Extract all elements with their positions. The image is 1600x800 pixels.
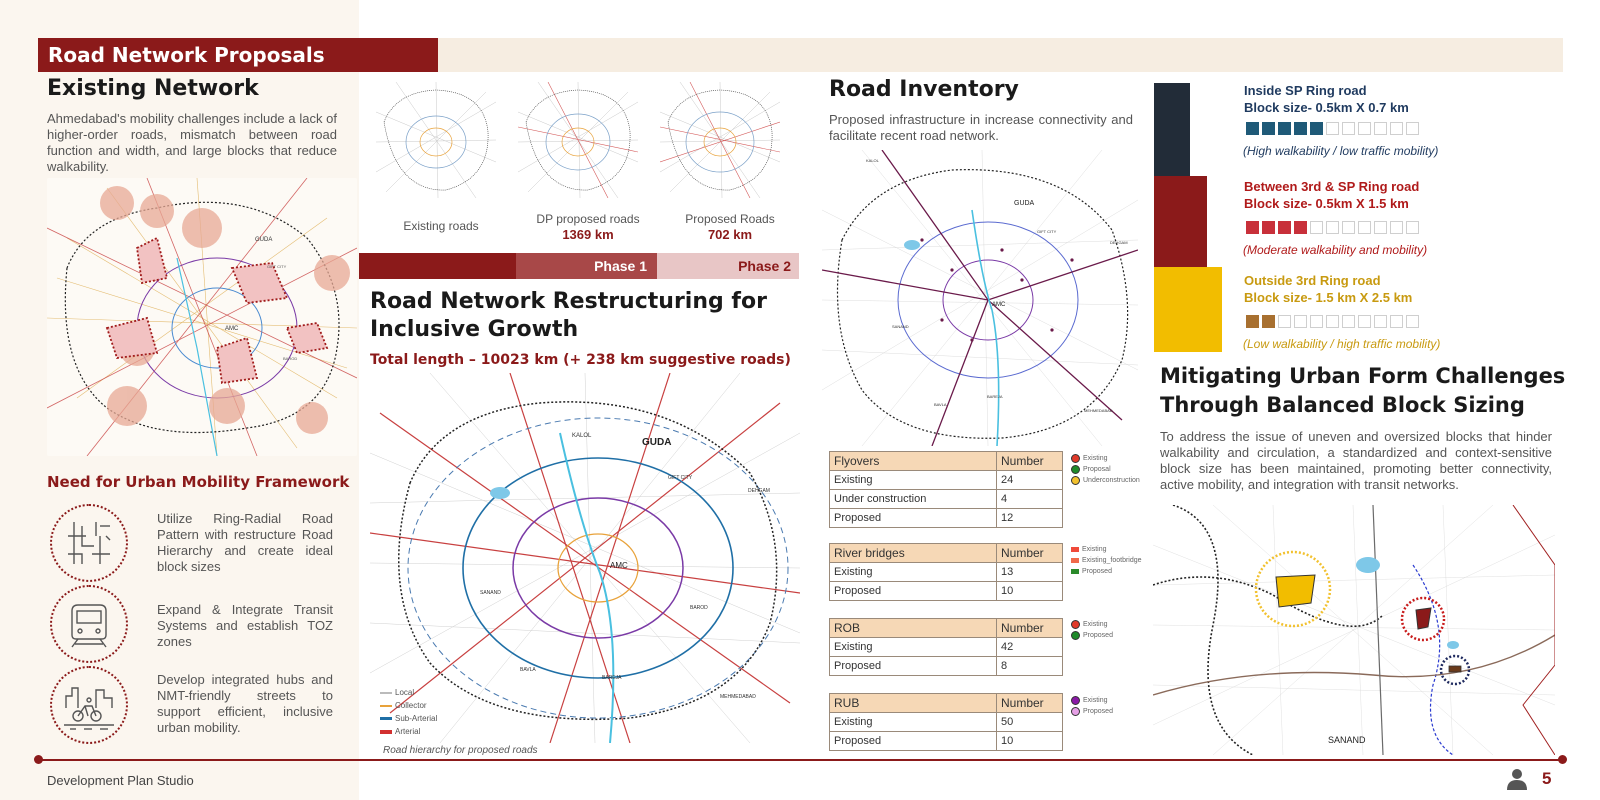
inv-map-label-gift: GIFT CITY — [1037, 229, 1057, 234]
existing-map-label-gift: GIFT CITY — [267, 264, 287, 269]
restructuring-title-line2: Inclusive Growth — [370, 317, 579, 342]
mitigating-title-line1: Mitigating Urban Form Challenges — [1160, 364, 1566, 388]
existing-map-label-guda: GUDA — [255, 237, 273, 243]
legend-collector — [380, 699, 437, 712]
block-indicator-square — [1310, 315, 1323, 328]
block-inside-heading — [1244, 82, 1409, 116]
bridges-row-1-value: 13 — [997, 563, 1063, 582]
flyovers-row-1-value: 24 — [997, 471, 1063, 490]
framework-icon-1-ring — [50, 504, 128, 582]
bridges-table — [829, 543, 1063, 601]
inv-map-label-dehgam: DEHGAM — [1110, 240, 1128, 245]
phase-bar-existing — [359, 253, 516, 279]
legend-collector-label: Collector — [395, 701, 427, 710]
block-between-note: (Moderate walkability and mobility) — [1243, 243, 1428, 257]
rub-legend-existing: Existing — [1083, 697, 1108, 704]
framework-text-3: Develop integrated hubs and NMT-friendly streets to support efficient, inclusive urban mobility. — [157, 672, 333, 735]
rub-head: RUB — [830, 694, 997, 713]
block-indicator-square — [1390, 221, 1403, 234]
framework-title: Need for Urban Mobility Framework — [47, 473, 350, 491]
hier-map-label-sanand: SANAND — [480, 590, 501, 596]
flyovers-row-2-label: Under construction — [830, 490, 997, 509]
hier-map-label-guda: GUDA — [642, 437, 672, 448]
block-outside-note: (Low walkability / high traffic mobility) — [1243, 337, 1441, 351]
user-icon — [1506, 768, 1528, 790]
flyovers-legend-uc: Underconstruction — [1083, 477, 1140, 484]
mitigating-title — [1160, 362, 1565, 420]
framework-text-2: Expand & Integrate Transit Systems and establish TOZ zones — [157, 602, 333, 649]
flyovers-legend-proposal-dot — [1071, 465, 1080, 474]
block-indicator-square — [1310, 221, 1323, 234]
rob-table-wrap — [829, 618, 1063, 676]
block-bar-between — [1154, 176, 1207, 267]
rub-legend — [1071, 695, 1113, 717]
flyovers-legend-uc-dot — [1071, 476, 1080, 485]
block-indicator-square — [1358, 315, 1371, 328]
flyovers-legend-existing: Existing — [1083, 455, 1108, 462]
block-between-indicator — [1246, 221, 1422, 239]
bridges-legend-proposed: Proposed — [1082, 568, 1112, 575]
legend-collector-swatch — [380, 705, 392, 707]
framework-text-1: Utilize Ring-Radial Road Pattern with restructure Road Hierarchy and create ideal block sizes — [157, 511, 333, 574]
hier-map-label-kalol: KALOL — [572, 433, 592, 439]
block-bar-inside — [1154, 83, 1190, 176]
block-inside-note: (High walkability / low traffic mobility) — [1243, 144, 1439, 158]
page-number: 5 — [1542, 769, 1552, 788]
legend-sub-arterial-label: Sub-Arterial — [395, 714, 438, 723]
rob-head: ROB — [830, 619, 997, 638]
bridges-legend-footbridge: Existing_footbridge — [1082, 557, 1142, 564]
block-indicator-square — [1278, 315, 1291, 328]
block-indicator-square — [1262, 221, 1275, 234]
rob-legend-existing-dot — [1071, 620, 1080, 629]
flyovers-legend-proposal: Proposal — [1083, 466, 1111, 473]
bridges-legend — [1071, 544, 1142, 577]
inv-map-label-bavla: BAVLA — [934, 402, 947, 407]
block-indicator-square — [1246, 122, 1259, 135]
bridges-legend-proposed-swatch — [1071, 569, 1079, 574]
page-title: Road Network Proposals — [38, 38, 438, 72]
bridges-col: Number — [997, 544, 1063, 563]
existing-network-title: Existing Network — [47, 76, 259, 101]
bridges-table-wrap — [829, 543, 1063, 601]
footer-divider-dot-right — [1558, 755, 1567, 764]
inv-map-label-bareja: BAREJA — [987, 394, 1003, 399]
bridges-head: River bridges — [830, 544, 997, 563]
block-bar-outside — [1154, 267, 1222, 352]
hier-map-label-dehgam: DEHGAM — [748, 488, 770, 494]
phase-1-bar: Phase 1 — [516, 253, 657, 279]
restructuring-title — [370, 288, 767, 344]
block-indicator-square — [1406, 315, 1419, 328]
existing-network-map — [47, 178, 357, 456]
hier-map-label-gift: GIFT CITY — [668, 475, 693, 481]
legend-local-swatch — [380, 692, 392, 694]
block-indicator-square — [1294, 122, 1307, 135]
existing-roads-map — [376, 82, 496, 198]
rub-row-2-value: 10 — [997, 732, 1063, 751]
rub-legend-proposed: Proposed — [1083, 708, 1113, 715]
rub-row-1-value: 50 — [997, 713, 1063, 732]
metro-train-icon — [52, 587, 126, 661]
framework-icon-2-ring — [50, 585, 128, 663]
footer-divider-dot-left — [34, 755, 43, 764]
framework-icon-3-ring — [50, 666, 128, 744]
block-outside-line1: Outside 3rd Ring road — [1244, 273, 1381, 288]
existing-map-label-amc: AMC — [225, 326, 239, 332]
block-indicator-square — [1374, 221, 1387, 234]
block-indicator-square — [1294, 315, 1307, 328]
flyovers-row-2-value: 4 — [997, 490, 1063, 509]
legend-local — [380, 686, 437, 699]
footer-divider — [38, 759, 1563, 761]
block-indicator-square — [1262, 122, 1275, 135]
hierarchy-caption: Road hierarchy for proposed roads — [383, 745, 538, 756]
inv-map-label-kalol: KALOL — [866, 158, 879, 163]
flyovers-row-3-label: Proposed — [830, 509, 997, 528]
phase-2-bar: Phase 2 — [657, 253, 799, 279]
block-indicator-square — [1246, 221, 1259, 234]
rob-row-2-label: Proposed — [830, 657, 997, 676]
bridges-legend-existing-swatch — [1071, 547, 1079, 552]
dp-proposed-roads-map — [518, 82, 638, 198]
block-indicator-square — [1342, 221, 1355, 234]
rub-table-wrap — [829, 693, 1063, 751]
rub-row-2-label: Proposed — [830, 732, 997, 751]
rob-row-1-value: 42 — [997, 638, 1063, 657]
phase-map-label-proposed: Proposed Roads — [685, 212, 775, 226]
block-between-line1: Between 3rd & SP Ring road — [1244, 179, 1420, 194]
bridges-row-2-label: Proposed — [830, 582, 997, 601]
rob-table — [829, 618, 1063, 676]
flyovers-legend — [1071, 453, 1140, 486]
flyovers-row-1-label: Existing — [830, 471, 997, 490]
block-indicator-square — [1406, 122, 1419, 135]
block-indicator-square — [1262, 315, 1275, 328]
rob-row-2-value: 8 — [997, 657, 1063, 676]
block-indicator-square — [1374, 122, 1387, 135]
road-inventory-map — [822, 150, 1138, 446]
inv-map-label-mehmedabad: MEHMEDABAD — [1084, 408, 1113, 413]
block-indicator-square — [1390, 122, 1403, 135]
block-indicator-square — [1374, 315, 1387, 328]
rob-col: Number — [997, 619, 1063, 638]
flyovers-legend-existing-dot — [1071, 454, 1080, 463]
bridges-legend-existing: Existing — [1082, 546, 1107, 553]
flyovers-table-wrap — [829, 451, 1063, 528]
block-indicator-square — [1390, 315, 1403, 328]
hier-map-label-bareja: BAREJA — [602, 675, 622, 681]
rob-legend-proposed-dot — [1071, 631, 1080, 640]
phase-map-value-proposed: 702 km — [707, 227, 753, 242]
block-indicator-square — [1358, 122, 1371, 135]
block-between-heading — [1244, 178, 1419, 212]
block-sizing-map — [1153, 505, 1555, 755]
hier-map-label-amc: AMC — [610, 561, 628, 570]
block-map-label-sanand: SANAND — [1328, 735, 1366, 745]
flyovers-table — [829, 451, 1063, 528]
block-indicator-square — [1294, 221, 1307, 234]
rub-legend-proposed-dot — [1071, 707, 1080, 716]
proposed-roads-map — [660, 82, 780, 198]
mitigating-text: To address the issue of uneven and oversized blocks that hinder walkability and circulation, a standardized and context-sensitive block size has been maintained, promoting better connectivity, active mobility, and integration with transit networks. — [1160, 429, 1552, 492]
bridges-row-1-label: Existing — [830, 563, 997, 582]
block-indicator-square — [1342, 315, 1355, 328]
block-indicator-square — [1278, 221, 1291, 234]
legend-arterial-label: Arterial — [395, 727, 421, 736]
block-indicator-square — [1310, 122, 1323, 135]
bridges-legend-footbridge-swatch — [1071, 558, 1079, 563]
flyovers-head: Flyovers — [830, 452, 997, 471]
block-indicator-square — [1406, 221, 1419, 234]
phase-map-label-dp: DP proposed roads — [536, 212, 640, 226]
block-indicator-square — [1326, 221, 1339, 234]
road-pattern-icon — [52, 506, 126, 580]
legend-sub-arterial — [380, 712, 437, 725]
inv-map-label-amc: AMC — [992, 302, 1006, 308]
hier-map-label-mehmedabad: MEHMEDABAD — [720, 694, 756, 700]
mitigating-title-line2: Through Balanced Block Sizing — [1160, 393, 1525, 417]
rub-col: Number — [997, 694, 1063, 713]
hier-map-label-bavla: BAVLA — [520, 667, 536, 673]
bridges-row-2-value: 10 — [997, 582, 1063, 601]
cyclist-city-icon — [52, 668, 126, 742]
legend-local-label: Local — [395, 688, 415, 697]
inventory-title: Road Inventory — [829, 77, 1019, 102]
block-indicator-square — [1246, 315, 1259, 328]
hier-map-label-barod: BAROD — [690, 605, 708, 611]
rub-legend-existing-dot — [1071, 696, 1080, 705]
phase-map-value-dp: 1369 km — [562, 227, 614, 242]
block-inside-line1: Inside SP Ring road — [1244, 83, 1367, 98]
block-between-line2: Block size- 0.5km X 1.5 km — [1244, 196, 1409, 211]
block-outside-line2: Block size- 1.5 km X 2.5 km — [1244, 290, 1413, 305]
block-outside-heading — [1244, 272, 1412, 306]
block-indicator-square — [1358, 221, 1371, 234]
rob-legend — [1071, 619, 1113, 641]
hierarchy-legend — [380, 686, 437, 738]
footer-studio-name: Development Plan Studio — [47, 773, 194, 788]
block-indicator-square — [1278, 122, 1291, 135]
block-inside-indicator — [1246, 122, 1422, 140]
rub-row-1-label: Existing — [830, 713, 997, 732]
restructuring-subtitle: Total length – 10023 km (+ 238 km suggestive roads) — [370, 352, 791, 368]
rob-row-1-label: Existing — [830, 638, 997, 657]
inventory-text: Proposed infrastructure in increase connectivity and facilitate recent road network. — [829, 112, 1133, 143]
legend-arterial-swatch — [380, 730, 392, 734]
inv-map-label-guda: GUDA — [1014, 200, 1035, 207]
phase-map-label-existing: Existing roads — [403, 219, 479, 233]
existing-network-text: Ahmedabad's mobility challenges include a lack of higher-order roads, mismatch between road function and width, and large blocks that reduce walkability. — [47, 111, 337, 174]
rub-table — [829, 693, 1063, 751]
existing-map-label-barod: BAROD — [283, 356, 298, 361]
block-inside-line2: Block size- 0.5km X 0.7 km — [1244, 100, 1409, 115]
legend-arterial — [380, 725, 437, 738]
flyovers-col: Number — [997, 452, 1063, 471]
block-indicator-square — [1342, 122, 1355, 135]
restructuring-title-line1: Road Network Restructuring for — [370, 289, 767, 314]
inv-map-label-sanand: SANAND — [892, 324, 909, 329]
rob-legend-existing: Existing — [1083, 621, 1108, 628]
flyovers-row-3-value: 12 — [997, 509, 1063, 528]
block-outside-indicator — [1246, 315, 1422, 333]
block-indicator-square — [1326, 315, 1339, 328]
rob-legend-proposed: Proposed — [1083, 632, 1113, 639]
block-indicator-square — [1326, 122, 1339, 135]
legend-sub-arterial-swatch — [380, 717, 392, 720]
